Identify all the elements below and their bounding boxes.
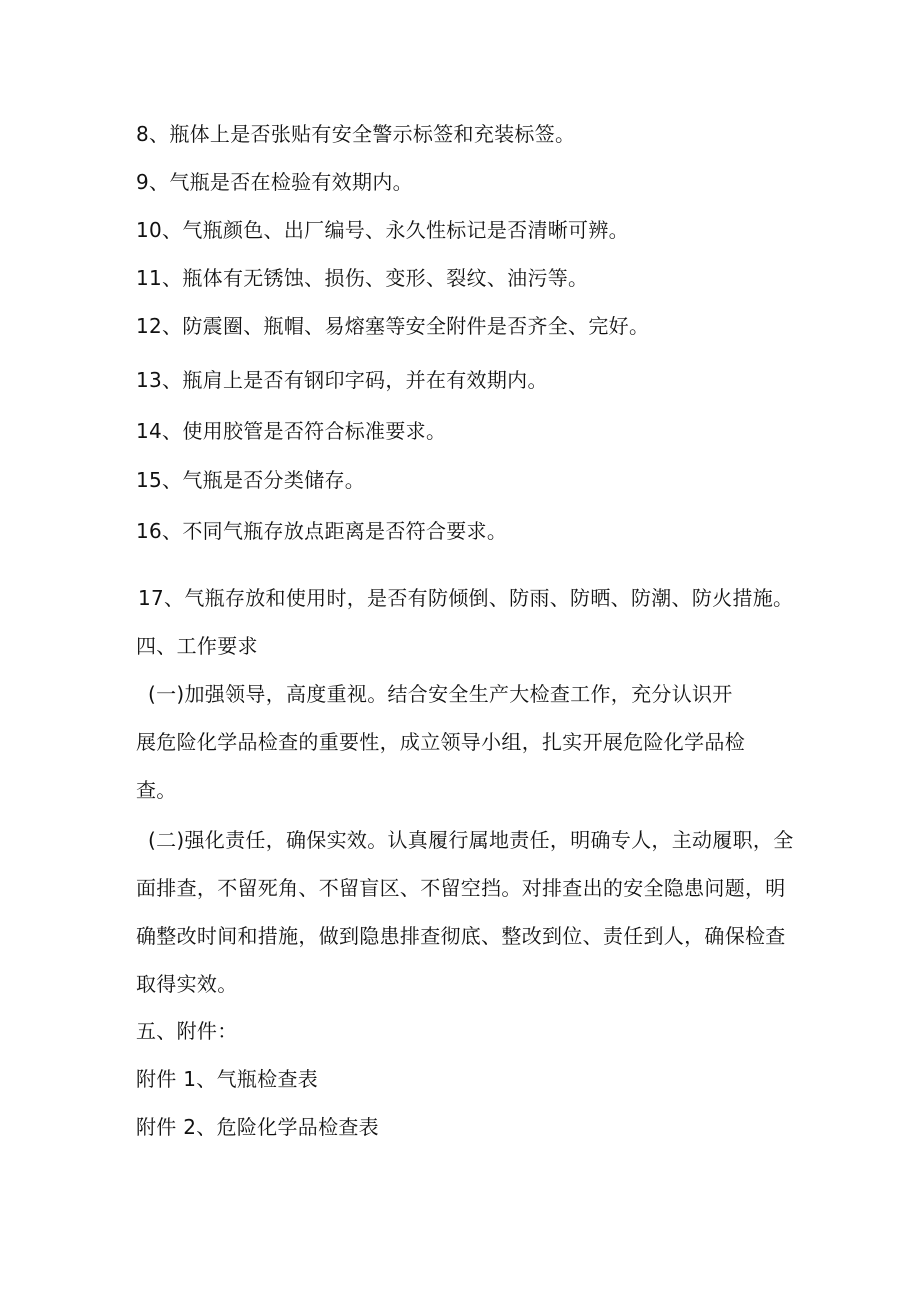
section-heading-attachments: 五、附件： xyxy=(136,1019,238,1043)
section-heading-work-requirements: 四、工作要求 xyxy=(136,634,258,658)
checklist-item-9: 9、气瓶是否在检验有效期内。 xyxy=(136,170,413,194)
paragraph-2-line-1: (二)强化责任，确保实效。认真履行属地责任，明确专人，主动履职，全 xyxy=(148,828,794,852)
paragraph-1-line-2: 展危险化学品检查的重要性，成立领导小组，扎实开展危险化学品检 xyxy=(136,730,745,754)
paragraph-1-line-3: 查。 xyxy=(136,778,177,802)
checklist-item-16: 16、不同气瓶存放点距离是否符合要求。 xyxy=(136,519,508,543)
checklist-item-17: 17、气瓶存放和使用时，是否有防倾倒、防雨、防晒、防潮、防火措施。 xyxy=(138,586,794,610)
paragraph-2-line-4: 取得实效。 xyxy=(136,972,238,996)
attachment-1: 附件 1、气瓶检查表 xyxy=(136,1067,319,1091)
checklist-item-15: 15、气瓶是否分类储存。 xyxy=(136,468,366,492)
paragraph-2-line-2: 面排查，不留死角、不留盲区、不留空挡。对排查出的安全隐患问题，明 xyxy=(136,876,786,900)
checklist-item-8: 8、瓶体上是否张贴有安全警示标签和充装标签。 xyxy=(136,122,576,146)
checklist-item-13: 13、瓶肩上是否有钢印字码，并在有效期内。 xyxy=(136,368,548,392)
paragraph-1-line-1: (一)加强领导，高度重视。结合安全生产大检查工作，充分认识开 xyxy=(148,682,733,706)
checklist-item-12: 12、防震圈、瓶帽、易熔塞等安全附件是否齐全、完好。 xyxy=(136,314,650,338)
attachment-2: 附件 2、危险化学品检查表 xyxy=(136,1115,379,1139)
checklist-item-11: 11、瓶体有无锈蚀、损伤、变形、裂纹、油污等。 xyxy=(136,266,589,290)
paragraph-2-line-3: 确整改时间和措施，做到隐患排查彻底、整改到位、责任到人，确保检查 xyxy=(136,924,786,948)
checklist-item-10: 10、气瓶颜色、出厂编号、永久性标记是否清晰可辨。 xyxy=(136,218,629,242)
checklist-item-14: 14、使用胶管是否符合标准要求。 xyxy=(136,419,447,443)
